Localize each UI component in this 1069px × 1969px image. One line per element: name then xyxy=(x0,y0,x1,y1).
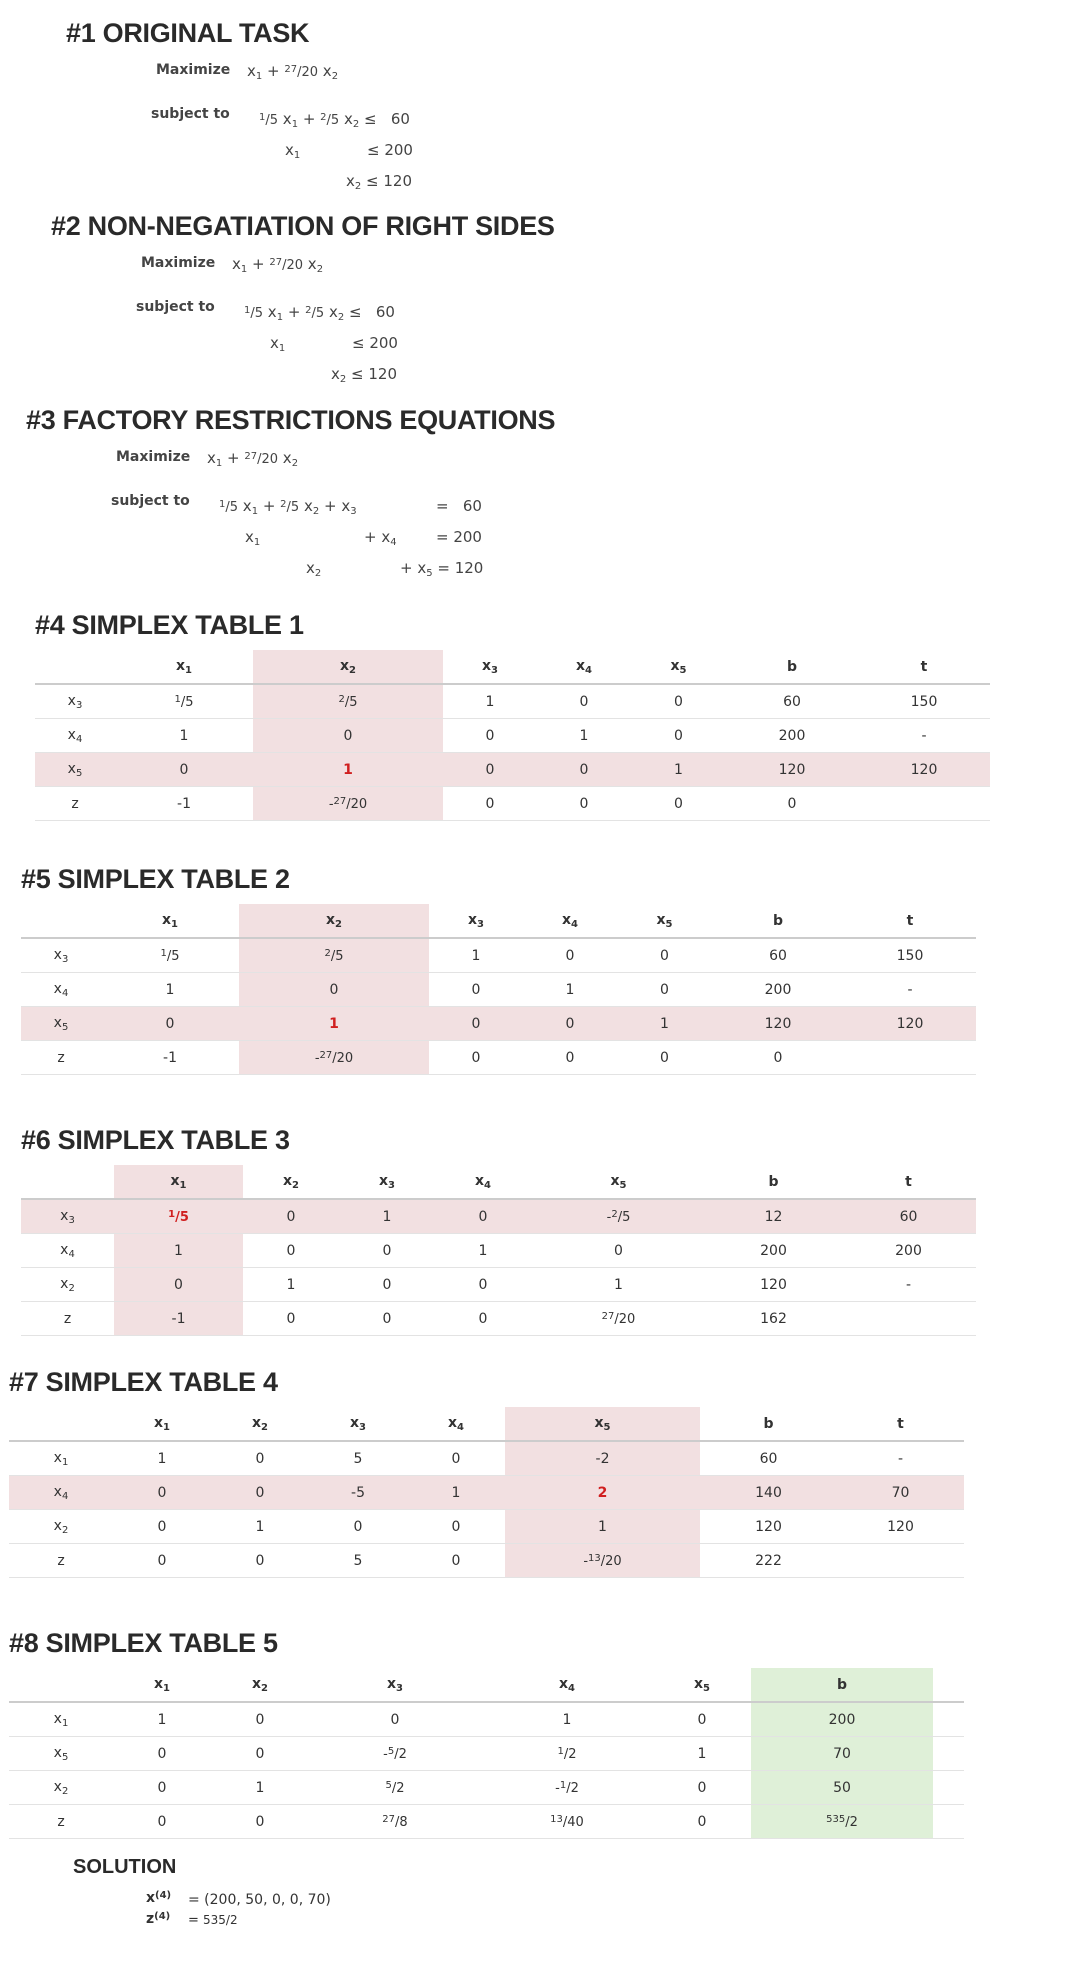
table-cell xyxy=(933,1771,964,1805)
table-row xyxy=(21,1041,976,1075)
table-cell: 0 xyxy=(113,1771,211,1805)
table-cell: 0 xyxy=(435,1199,531,1234)
row-basis-label: $x_5$ xyxy=(21,1007,101,1041)
table-row xyxy=(35,787,990,821)
table-cell: -$^{13}$/20 xyxy=(505,1544,700,1578)
simplex-table-1 xyxy=(35,650,990,821)
column-header: t xyxy=(837,1407,964,1441)
table-cell: -5 xyxy=(309,1476,407,1510)
row-basis-label: $x_3$ xyxy=(21,1199,114,1234)
table-cell: 60 xyxy=(726,684,858,719)
section-title: #8 SIMPLEX TABLE 5 xyxy=(9,1628,278,1658)
column-header: $x_4$ xyxy=(523,904,617,938)
table-row xyxy=(21,1199,976,1234)
table-cell: 0 xyxy=(309,1510,407,1544)
column-header: $x_5$ xyxy=(653,1668,751,1702)
table-cell: 0 xyxy=(653,1771,751,1805)
table-cell: 1 xyxy=(407,1476,505,1510)
table-cell: 12 xyxy=(706,1199,841,1234)
table-cell: 0 xyxy=(339,1234,435,1268)
table-cell: 0 xyxy=(653,1805,751,1839)
column-header: t xyxy=(841,1165,976,1199)
section-simplex-table-1 xyxy=(35,610,304,641)
table-cell: 120 xyxy=(700,1510,837,1544)
column-header: $x_1$ xyxy=(115,650,253,684)
solution-z-value: = 535/2 xyxy=(188,1913,238,1928)
table-cell: 0 xyxy=(631,719,726,753)
row-basis-label: $x_1$ xyxy=(9,1441,113,1476)
table-row xyxy=(35,684,990,719)
table-cell: 1 xyxy=(537,719,631,753)
table-cell: 120 xyxy=(726,753,858,787)
table-cell: 1 xyxy=(531,1268,706,1302)
column-header xyxy=(21,1165,114,1199)
table-cell: 1 xyxy=(113,1441,211,1476)
column-header xyxy=(35,650,115,684)
table-row xyxy=(9,1544,964,1578)
column-header xyxy=(9,1407,113,1441)
table-cell: 222 xyxy=(700,1544,837,1578)
table-cell: 0 xyxy=(115,753,253,787)
column-header: $x_5$ xyxy=(531,1165,706,1199)
column-header: $x_5$ xyxy=(617,904,712,938)
solution-z-label: $z^{(4)}$ xyxy=(146,1911,171,1927)
table-cell: 0 xyxy=(113,1476,211,1510)
column-header: $x_4$ xyxy=(537,650,631,684)
objective-function: $x_1 + ^{27}/20$ $x_2$ xyxy=(207,449,299,469)
section-title: #1 ORIGINAL TASK xyxy=(66,18,310,48)
column-header: b xyxy=(700,1407,837,1441)
table-cell: -1 xyxy=(101,1041,239,1075)
column-header: b xyxy=(751,1668,933,1702)
column-header: $x_1$ xyxy=(101,904,239,938)
table-cell: 0 xyxy=(407,1510,505,1544)
equation-2-var: $x_1$ xyxy=(245,528,261,548)
table-cell: 162 xyxy=(706,1302,841,1336)
table-cell: 1 xyxy=(481,1702,653,1737)
table-cell: $^2$/5 xyxy=(239,938,429,973)
row-basis-label: $x_5$ xyxy=(9,1737,113,1771)
table-cell xyxy=(933,1737,964,1771)
section-title: #2 NON-NEGATIATION OF RIGHT SIDES xyxy=(51,211,555,241)
table-header-row xyxy=(21,1165,976,1199)
table-cell: 5 xyxy=(309,1441,407,1476)
table-cell: 0 xyxy=(407,1544,505,1578)
table-row xyxy=(9,1702,964,1737)
row-basis-label: $x_1$ xyxy=(9,1702,113,1737)
table-cell: 1 xyxy=(339,1199,435,1234)
table-cell: $^1$/5 xyxy=(115,684,253,719)
column-header: $x_2$ xyxy=(211,1407,309,1441)
row-basis-label: $x_2$ xyxy=(9,1771,113,1805)
table-row xyxy=(35,753,990,787)
simplex-table-5 xyxy=(9,1668,964,1839)
table-cell: 0 xyxy=(435,1302,531,1336)
maximize-label: Maximize xyxy=(141,255,216,271)
table-cell: 5 xyxy=(309,1544,407,1578)
solution-section xyxy=(73,1856,176,1879)
table-cell: 1 xyxy=(617,1007,712,1041)
table-cell: 70 xyxy=(751,1737,933,1771)
table-cell: 0 xyxy=(113,1510,211,1544)
column-header: b xyxy=(726,650,858,684)
table-row xyxy=(21,1268,976,1302)
table-cell: 120 xyxy=(712,1007,844,1041)
table-cell: 0 xyxy=(523,1007,617,1041)
solution-x-label: $x^{(4)}$ xyxy=(146,1890,172,1906)
column-header: b xyxy=(706,1165,841,1199)
row-basis-label: $x_4$ xyxy=(35,719,115,753)
table-cell: 0 xyxy=(429,1041,523,1075)
table-cell: 0 xyxy=(211,1702,309,1737)
table-cell: 200 xyxy=(726,719,858,753)
column-header: $x_2$ xyxy=(243,1165,339,1199)
table-cell: -1 xyxy=(115,787,253,821)
table-cell: 0 xyxy=(617,1041,712,1075)
table-cell xyxy=(841,1302,976,1336)
table-cell: $^2$/5 xyxy=(253,684,443,719)
table-row xyxy=(9,1737,964,1771)
section-title: #3 FACTORY RESTRICTIONS EQUATIONS xyxy=(26,405,556,435)
section-original-task xyxy=(66,18,309,49)
row-basis-label: z xyxy=(21,1041,101,1075)
row-basis-label: $x_2$ xyxy=(9,1510,113,1544)
table-cell: 1 xyxy=(113,1702,211,1737)
row-basis-label: $x_4$ xyxy=(21,973,101,1007)
table-cell: -2 xyxy=(505,1441,700,1476)
table-cell: 200 xyxy=(712,973,844,1007)
section-non-negation xyxy=(51,211,555,242)
table-cell: $^1$/2 xyxy=(481,1737,653,1771)
table-cell: 0 xyxy=(339,1268,435,1302)
table-cell: 1 xyxy=(211,1771,309,1805)
row-basis-label: $x_2$ xyxy=(21,1268,114,1302)
table-cell: 0 xyxy=(243,1302,339,1336)
column-header: $x_2$ xyxy=(239,904,429,938)
constraint-2-rhs: ≤ 200 xyxy=(367,141,413,159)
table-header-row xyxy=(21,904,976,938)
table-cell: - xyxy=(837,1441,964,1476)
section-simplex-table-2 xyxy=(21,864,290,895)
table-cell: 1 xyxy=(523,973,617,1007)
table-cell: 0 xyxy=(211,1805,309,1839)
column-header xyxy=(9,1668,113,1702)
table-cell: 0 xyxy=(113,1805,211,1839)
table-cell: $^{27}$/8 xyxy=(309,1805,481,1839)
constraint-2-var: $x_1$ xyxy=(270,334,286,354)
table-row xyxy=(21,973,976,1007)
row-basis-label: z xyxy=(9,1805,113,1839)
table-cell: $^1$/5 xyxy=(101,938,239,973)
table-cell: $^5$/2 xyxy=(309,1771,481,1805)
column-header: $x_3$ xyxy=(443,650,537,684)
table-cell: 60 xyxy=(712,938,844,973)
table-cell xyxy=(837,1544,964,1578)
table-row xyxy=(21,938,976,973)
table-cell: $^{27}$/20 xyxy=(531,1302,706,1336)
table-cell: 1 xyxy=(114,1234,243,1268)
column-header: $x_4$ xyxy=(435,1165,531,1199)
table-row xyxy=(9,1441,964,1476)
table-cell: 0 xyxy=(443,753,537,787)
table-cell: 1 xyxy=(505,1510,700,1544)
table-cell: -$^2$/5 xyxy=(531,1199,706,1234)
table-cell: 0 xyxy=(435,1268,531,1302)
table-row xyxy=(35,719,990,753)
table-cell: 120 xyxy=(706,1268,841,1302)
row-basis-label: z xyxy=(9,1544,113,1578)
table-row xyxy=(21,1007,976,1041)
equation-3-slack: + $x_5 = 120$ xyxy=(400,559,484,579)
table-cell: 0 xyxy=(726,787,858,821)
simplex-table-2 xyxy=(21,904,976,1075)
table-cell: 0 xyxy=(443,787,537,821)
table-row xyxy=(21,1302,976,1336)
subject-to-label: subject to xyxy=(151,106,230,122)
table-cell: 1 xyxy=(101,973,239,1007)
column-header xyxy=(21,904,101,938)
constraint-3: $x_2 \le 120$ xyxy=(346,172,413,192)
table-cell: 200 xyxy=(751,1702,933,1737)
table-cell: 1 xyxy=(253,753,443,787)
table-cell: 120 xyxy=(837,1510,964,1544)
table-cell: 50 xyxy=(751,1771,933,1805)
table-cell: 0 xyxy=(407,1441,505,1476)
table-cell: -$^1$/2 xyxy=(481,1771,653,1805)
table-cell: -$^{27}$/20 xyxy=(253,787,443,821)
equation-1-rhs: = 60 xyxy=(436,497,482,515)
table-cell: 0 xyxy=(243,1234,339,1268)
table-cell: 0 xyxy=(113,1737,211,1771)
section-title: #5 SIMPLEX TABLE 2 xyxy=(21,864,290,894)
table-cell: 0 xyxy=(253,719,443,753)
table-cell: 0 xyxy=(653,1702,751,1737)
table-cell: -$^5$/2 xyxy=(309,1737,481,1771)
table-cell: $^{13}$/40 xyxy=(481,1805,653,1839)
column-header: $x_3$ xyxy=(309,1407,407,1441)
table-row xyxy=(9,1510,964,1544)
objective-function: $x_1 + ^{27}/20$ $x_2$ xyxy=(247,62,339,82)
table-cell: -1 xyxy=(114,1302,243,1336)
row-basis-label: z xyxy=(21,1302,114,1336)
equation-1: $^1$/5 $x_1 + ^2/5$ $x_2 + x_3$ xyxy=(219,497,357,517)
maximize-label: Maximize xyxy=(156,62,231,78)
constraint-2-rhs: ≤ 200 xyxy=(352,334,398,352)
maximize-label: Maximize xyxy=(116,449,191,465)
table-cell: 0 xyxy=(631,684,726,719)
row-basis-label: z xyxy=(35,787,115,821)
table-cell: 0 xyxy=(239,973,429,1007)
column-header: $x_4$ xyxy=(407,1407,505,1441)
table-cell: 200 xyxy=(706,1234,841,1268)
equation-3-var: $x_2$ xyxy=(306,559,322,579)
column-header: $x_5$ xyxy=(505,1407,700,1441)
table-cell: $^{535}$/2 xyxy=(751,1805,933,1839)
section-title: #4 SIMPLEX TABLE 1 xyxy=(35,610,304,640)
section-title: #6 SIMPLEX TABLE 3 xyxy=(21,1125,290,1155)
table-cell: 60 xyxy=(841,1199,976,1234)
table-cell: 0 xyxy=(631,787,726,821)
table-cell: 0 xyxy=(712,1041,844,1075)
column-header: $x_3$ xyxy=(339,1165,435,1199)
table-row xyxy=(21,1234,976,1268)
table-cell: -$^{27}$/20 xyxy=(239,1041,429,1075)
simplex-table-4 xyxy=(9,1407,964,1578)
column-header: b xyxy=(712,904,844,938)
column-header: $x_5$ xyxy=(631,650,726,684)
table-cell: 1 xyxy=(243,1268,339,1302)
table-cell: 0 xyxy=(617,938,712,973)
column-header: $x_3$ xyxy=(309,1668,481,1702)
table-cell: 1 xyxy=(631,753,726,787)
table-cell: 0 xyxy=(211,1476,309,1510)
table-cell: - xyxy=(841,1268,976,1302)
table-cell: 0 xyxy=(114,1268,243,1302)
column-header: $x_2$ xyxy=(253,650,443,684)
table-cell: 0 xyxy=(617,973,712,1007)
table-cell: 0 xyxy=(429,973,523,1007)
table-header-row xyxy=(35,650,990,684)
table-cell: 0 xyxy=(537,753,631,787)
section-simplex-table-3 xyxy=(21,1125,290,1156)
constraint-1: $^1$/5 $x_1 + ^2/5$ $x_2 \le 60$ xyxy=(259,110,410,130)
row-basis-label: $x_4$ xyxy=(9,1476,113,1510)
section-simplex-table-5 xyxy=(9,1628,278,1659)
table-cell: 60 xyxy=(700,1441,837,1476)
table-cell: 1 xyxy=(211,1510,309,1544)
simplex-table-3 xyxy=(21,1165,976,1336)
table-cell: 120 xyxy=(858,753,990,787)
section-simplex-table-4 xyxy=(9,1367,278,1398)
table-cell: 120 xyxy=(844,1007,976,1041)
table-cell: 150 xyxy=(844,938,976,973)
table-cell: 1 xyxy=(429,938,523,973)
table-header-row xyxy=(9,1407,964,1441)
solution-title: SOLUTION xyxy=(73,1856,177,1878)
objective-function: $x_1 + ^{27}/20$ $x_2$ xyxy=(232,255,324,275)
table-header-row xyxy=(9,1668,964,1702)
column-header xyxy=(933,1668,964,1702)
constraint-1: $^1$/5 $x_1 + ^2/5$ $x_2 \le 60$ xyxy=(244,303,395,323)
row-basis-label: $x_3$ xyxy=(35,684,115,719)
table-cell xyxy=(858,787,990,821)
table-row xyxy=(9,1805,964,1839)
table-row xyxy=(9,1771,964,1805)
table-cell: $^1$/5 xyxy=(114,1199,243,1234)
table-cell: 0 xyxy=(523,938,617,973)
table-cell: - xyxy=(858,719,990,753)
table-cell: 200 xyxy=(841,1234,976,1268)
table-cell: 70 xyxy=(837,1476,964,1510)
table-cell: 0 xyxy=(523,1041,617,1075)
table-cell xyxy=(844,1041,976,1075)
column-header: t xyxy=(858,650,990,684)
column-header: $x_1$ xyxy=(113,1407,211,1441)
column-header: $x_2$ xyxy=(211,1668,309,1702)
table-cell: 0 xyxy=(243,1199,339,1234)
table-cell: 0 xyxy=(531,1234,706,1268)
table-cell: 0 xyxy=(429,1007,523,1041)
column-header: $x_4$ xyxy=(481,1668,653,1702)
subject-to-label: subject to xyxy=(111,493,190,509)
row-basis-label: $x_5$ xyxy=(35,753,115,787)
table-cell: 0 xyxy=(537,787,631,821)
equation-2-rhs: = 200 xyxy=(436,528,482,546)
table-cell xyxy=(933,1805,964,1839)
table-cell: 0 xyxy=(443,719,537,753)
table-cell xyxy=(933,1702,964,1737)
constraint-3: $x_2 \le 120$ xyxy=(331,365,398,385)
table-cell: 1 xyxy=(435,1234,531,1268)
solution-x-value: = (200, 50, 0, 0, 70) xyxy=(188,1892,331,1908)
constraint-2-var: $x_1$ xyxy=(285,141,301,161)
table-cell: 1 xyxy=(239,1007,429,1041)
table-cell: 0 xyxy=(101,1007,239,1041)
equation-2-slack: + $x_4$ xyxy=(364,528,397,548)
column-header: $x_3$ xyxy=(429,904,523,938)
table-cell: 0 xyxy=(211,1544,309,1578)
table-cell: 1 xyxy=(443,684,537,719)
table-row xyxy=(9,1476,964,1510)
table-cell: 0 xyxy=(309,1702,481,1737)
column-header: $x_1$ xyxy=(114,1165,243,1199)
column-header: t xyxy=(844,904,976,938)
table-cell: 0 xyxy=(211,1737,309,1771)
row-basis-label: $x_3$ xyxy=(21,938,101,973)
subject-to-label: subject to xyxy=(136,299,215,315)
row-basis-label: $x_4$ xyxy=(21,1234,114,1268)
table-cell: - xyxy=(844,973,976,1007)
section-title: #7 SIMPLEX TABLE 4 xyxy=(9,1367,278,1397)
table-cell: 1 xyxy=(115,719,253,753)
table-cell: 0 xyxy=(113,1544,211,1578)
table-cell: 140 xyxy=(700,1476,837,1510)
table-cell: 2 xyxy=(505,1476,700,1510)
section-restrictions-equations xyxy=(26,405,555,436)
table-cell: 0 xyxy=(339,1302,435,1336)
table-cell: 0 xyxy=(537,684,631,719)
table-cell: 1 xyxy=(653,1737,751,1771)
table-cell: 0 xyxy=(211,1441,309,1476)
table-cell: 150 xyxy=(858,684,990,719)
column-header: $x_1$ xyxy=(113,1668,211,1702)
